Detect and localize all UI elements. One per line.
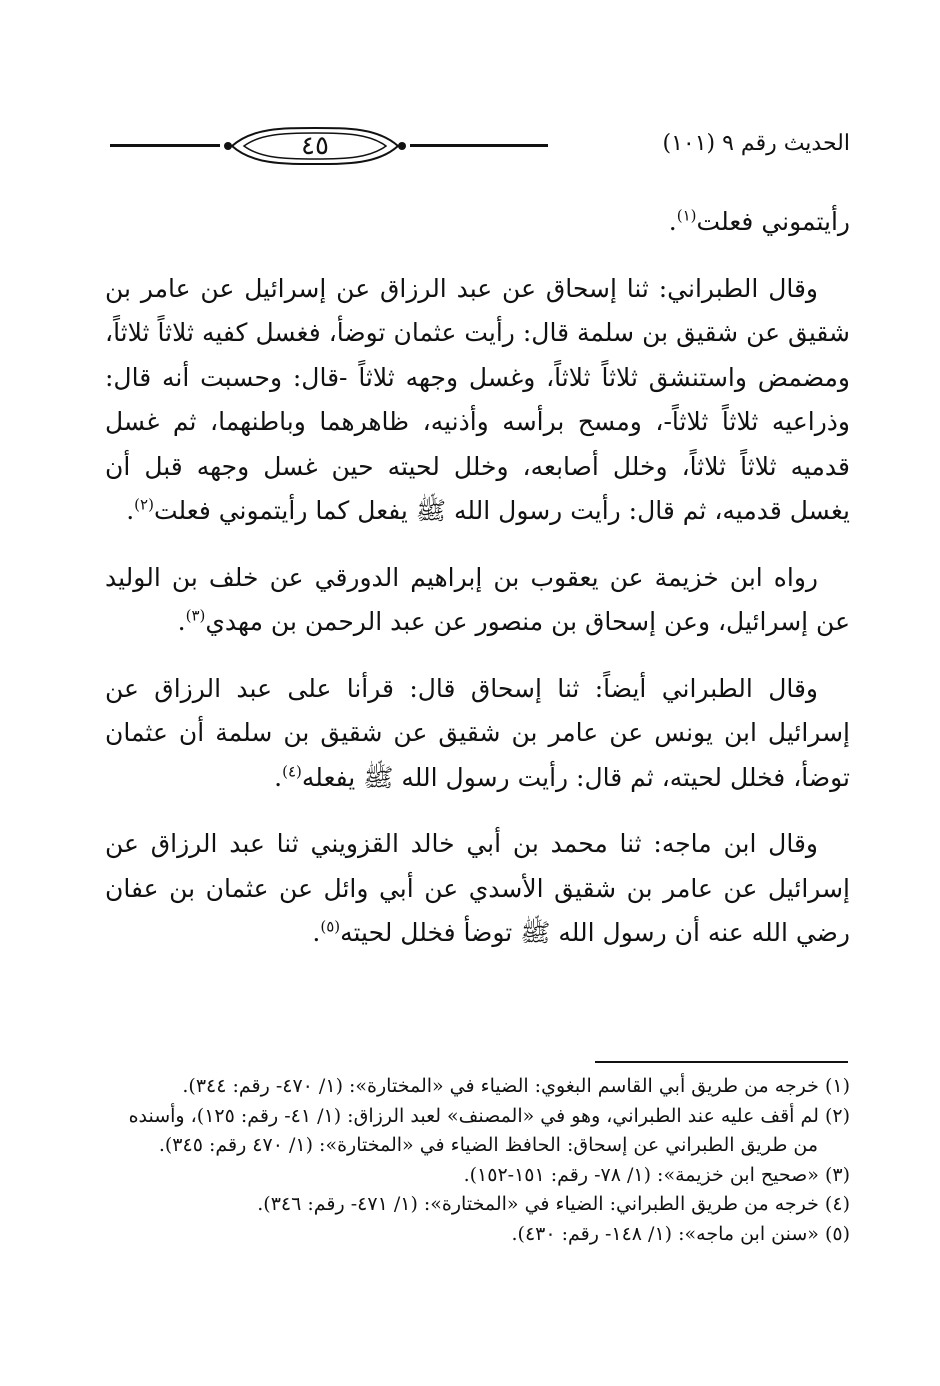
footnote-marker: (٥) [320, 917, 341, 936]
header-title: الحديث رقم ٩ (١٠١) [662, 131, 850, 156]
paragraph-text: رواه ابن خزيمة عن يعقوب بن إبراهيم الدورقي عن خلف بن الوليد عن إسرائيل، وعن إسحاق بن منصور عن عبد الرحمن بن مهدي [105, 562, 850, 636]
paragraph-end: . [126, 496, 135, 525]
paragraph-end: . [668, 207, 677, 236]
paragraph [105, 556, 850, 645]
paragraph-text: وقال ابن ماجه: ثنا محمد بن أبي خالد القزويني ثنا عبد الرزاق عن إسرائيل عن عامر بن شقيق الأسدي عن أبي وائل عن عثمان بن عفان رضي الله عنه أن رسول الله ﷺ توضأ فخلل لحيته [105, 829, 850, 947]
paragraph-text: رأيتموني فعلت [696, 207, 850, 236]
main-text [105, 200, 850, 956]
footnotes [105, 1072, 850, 1249]
running-header [110, 122, 850, 170]
footnote: (٥) «سنن ابن ماجه»: (١/ ١٤٨- رقم: ٤٣٠). [511, 1222, 850, 1245]
paragraph [105, 267, 850, 534]
footnote-marker: (٤) [282, 762, 302, 781]
paragraph-text: وقال الطبراني أيضاً: ثنا إسحاق قال: قرأنا على عبد الرزاق عن إسرائيل ابن يونس عن عامر بن شقيق عن شقيق بن سلمة أن عثمان توضأ، فخلل لحيته، ثم قال: رأيت رسول الله ﷺ يفعله [105, 673, 850, 792]
paragraph-end: . [312, 918, 321, 947]
footnote-continuation: من طريق الطبراني عن إسحاق: الحافظ الضياء في «المختارة»: (١/ ٤٧٠ رقم: ٣٤٥). [158, 1134, 818, 1156]
page-number: ٤٥ [301, 131, 329, 161]
paragraph-text: وقال الطبراني: ثنا إسحاق عن عبد الرزاق عن إسرائيل عن عامر بن شقيق عن شقيق بن سلمة قال: رأيت عثمان توضأ، فغسل كفيه ثلاثاً ثلاثاً، ومضمض واستنشق ثلاثاً ثلاثاً، وغسل وجهه ثلاثاً -قال: وحسبت أنه قال: وذراعيه ثلاثاً ثلاثاً-، ومسح برأسه وأذنيه، ظاهرهما وباطنهما، ثم غسل قدميه ثلاثاً ثلاثاً، وخلل أصابعه، وخلل لحيته حين غسل وجهه قبل أن يغسل قدميه، ثم قال: رأيت رسول الله ﷺ يفعل كما رأيتموني فعلت [105, 273, 850, 525]
footnote: (١) خرجه من طريق أبي القاسم البغوي: الضياء في «المختارة»: (١/ ٤٧٠- رقم: ٣٤٤). [182, 1075, 850, 1097]
footnote-marker: (٢) [134, 495, 154, 514]
header-rule-right [410, 144, 548, 147]
footnote: (٢) لم أقف عليه عند الطبراني، وهو في «المصنف» لعبد الرزاق: (١/ ٤١- رقم: ١٢٥)، وأسنده [128, 1104, 850, 1127]
footnote-marker: (٣) [185, 606, 206, 625]
page-number-ornament [222, 124, 408, 168]
paragraph-end: . [177, 607, 186, 636]
footnote: (٤) خرجه من طريق الطبراني: الضياء في «المختارة»: (١/ ٤٧١- رقم: ٣٤٦). [257, 1193, 850, 1215]
paragraph [105, 200, 850, 245]
paragraph-end: . [274, 762, 283, 792]
paragraph [105, 667, 850, 801]
paragraph [105, 822, 850, 956]
footnote: (٣) «صحيح ابن خزيمة»: (١/ ٧٨- رقم: ١٥١-١٥٢). [463, 1163, 850, 1186]
header-rule-left [110, 144, 220, 147]
footnote-marker: (١) [676, 206, 697, 225]
footnote-separator [595, 1061, 848, 1063]
